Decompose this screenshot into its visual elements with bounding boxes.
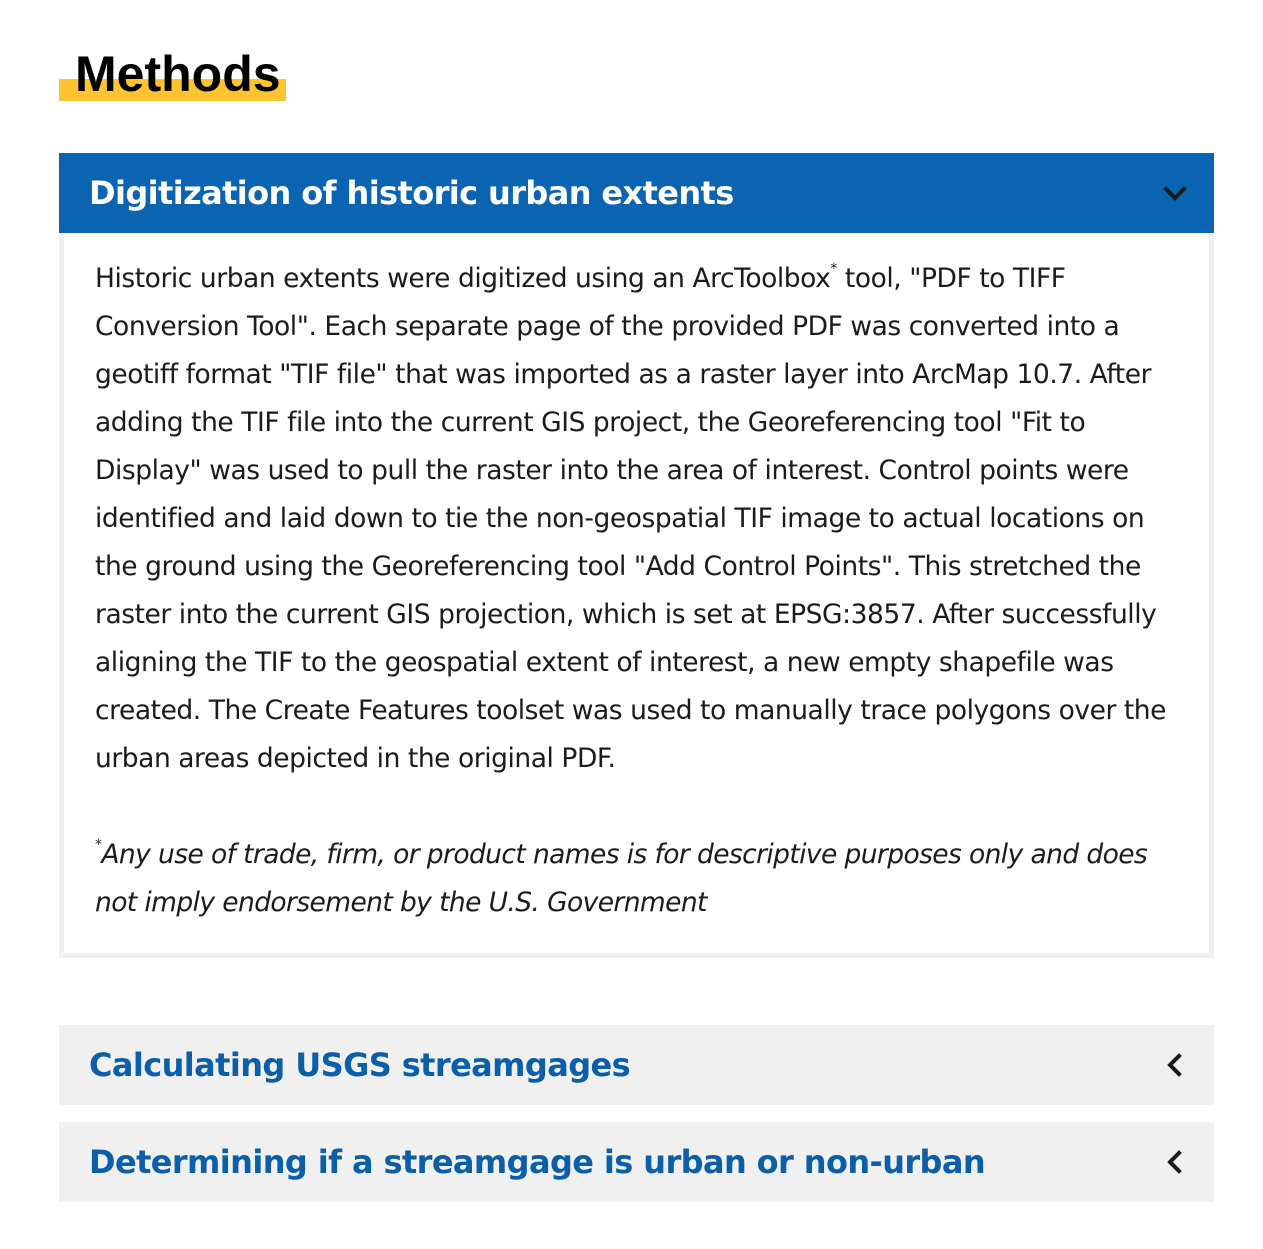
accordion-title: Determining if a streamgage is urban or non-urban — [89, 1143, 986, 1181]
accordion-header-streamgages[interactable] — [59, 1025, 1214, 1105]
note-marker: * — [95, 837, 102, 853]
page-title: Methods — [75, 46, 281, 102]
accordion-header-digitization[interactable] — [59, 153, 1214, 233]
chevron-left-icon[interactable] — [1162, 1149, 1188, 1175]
methods-paragraph — [95, 255, 1179, 783]
accordion-header-urban-determination[interactable] — [59, 1122, 1214, 1202]
accordion-title: Calculating USGS streamgages — [89, 1046, 631, 1084]
accordion-body-digitization — [59, 233, 1214, 958]
chevron-left-icon[interactable] — [1162, 1052, 1188, 1078]
accordion-urban-determination — [59, 1122, 1214, 1202]
disclaimer-text: Any use of trade, firm, or product names is for descriptive purposes only and does not imply endorsement by the U.S. Government — [95, 839, 1148, 918]
paragraph-text-rest: tool, "PDF to TIFF Conversion Tool". Each separate page of the provided PDF was converted into a geotiff format "TIF file" that was imported as a raster layer into ArcMap 10.7. After adding the TIF file into the current GIS project, the Georeferencing tool "Fit to Display" was used to pull the raster into the area of interest. Control points were identified and laid down to tie the non-geospatial TIF image to actual locations on the ground using the Georeferencing tool "Add Control Points". This stretched the raster into the current GIS projection, which is set at EPSG:3857. After successfully aligning the TIF to the geospatial extent of interest, a new empty shapefile was created. The Create Features toolset was used to manually trace polygons over the urban areas depicted in the original PDF. — [95, 263, 1166, 774]
accordion-streamgages — [59, 1025, 1214, 1105]
paragraph-text-start: Historic urban extents were digitized using an ArcToolbox — [95, 263, 831, 294]
disclaimer-note — [95, 831, 1179, 927]
page-title-wrap — [59, 44, 281, 104]
accordion-title: Digitization of historic urban extents — [89, 174, 734, 212]
chevron-down-icon[interactable] — [1162, 180, 1188, 206]
footnote-marker: * — [830, 261, 837, 277]
accordion-digitization — [59, 153, 1214, 958]
